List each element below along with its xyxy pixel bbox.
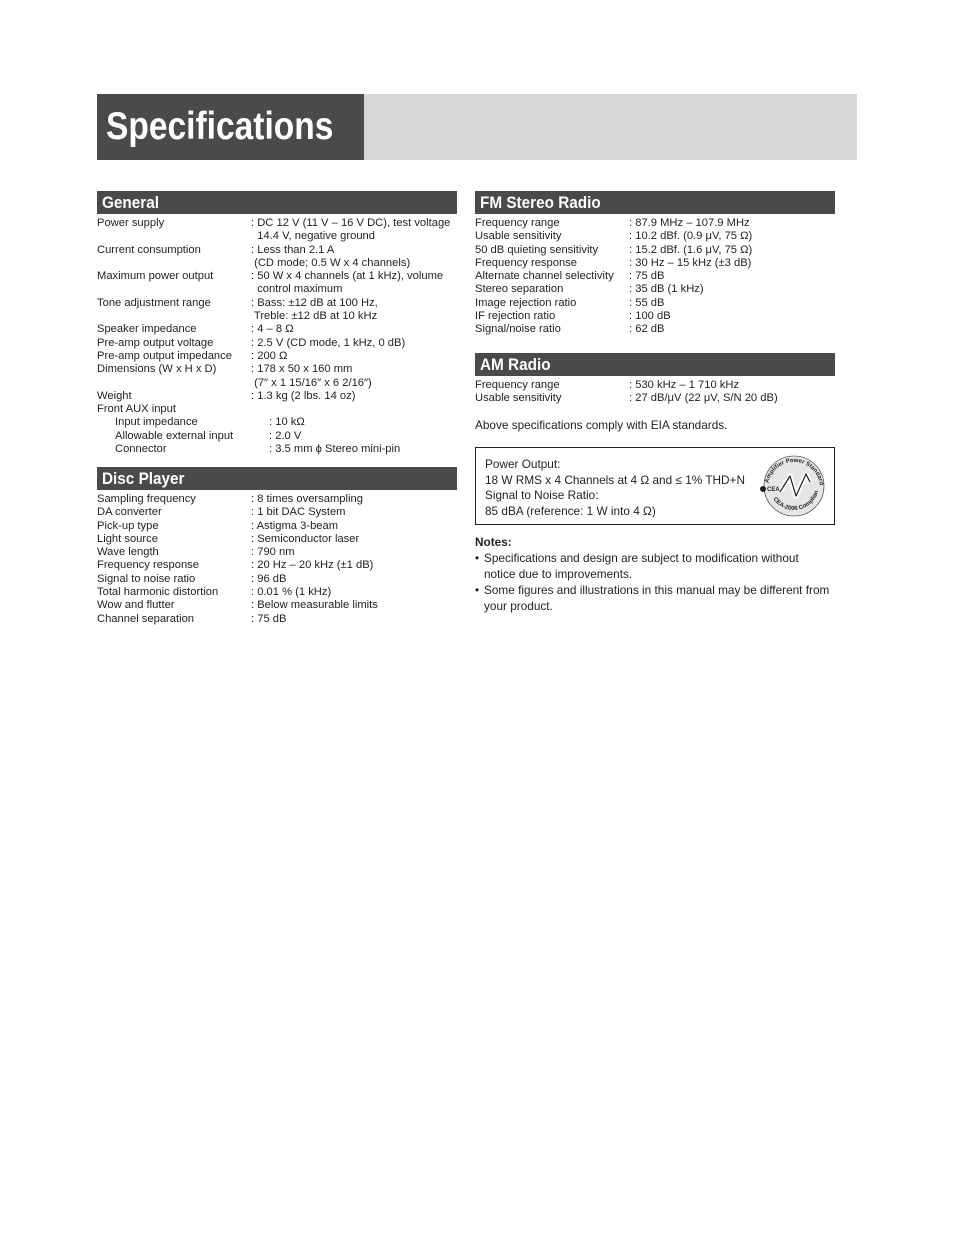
spec-value (251, 586, 457, 599)
spec-value-line: : 790 nm (251, 546, 295, 559)
spec-value-line: : 20 Hz – 20 kHz (±1 dB) (251, 559, 374, 572)
spec-value (251, 270, 457, 297)
spec-row (97, 493, 457, 506)
spec-value-line: : 87.9 MHz – 107.9 MHz (629, 217, 750, 229)
spec-value-line: : 96 dB (251, 572, 287, 585)
spec-row (97, 586, 457, 599)
spec-label: Alternate channel selectivity (475, 270, 614, 283)
note-text-line: your product. (484, 599, 553, 613)
cea-compliance-logo (756, 452, 828, 520)
spec-value-line: 14.4 V, negative ground (251, 230, 375, 243)
spec-value (251, 573, 457, 586)
power-output-text (485, 457, 745, 519)
power-output-box (475, 447, 835, 525)
spec-value (251, 244, 457, 271)
notes-block (475, 534, 837, 614)
spec-value (629, 270, 835, 283)
spec-value (251, 217, 457, 244)
spec-label: Total harmonic distortion (97, 586, 219, 599)
spec-value (269, 416, 457, 429)
section-heading-fm-radio: FM Stereo Radio (475, 191, 835, 214)
spec-label: Maximum power output (97, 270, 214, 283)
spec-value-line: : Below measurable limits (251, 599, 378, 612)
spec-label: Wow and flutter (97, 599, 175, 612)
spec-value-line: : 4 – 8 Ω (251, 323, 294, 336)
spec-label: Dimensions (W x H x D) (97, 363, 217, 376)
spec-value-line: : 1 bit DAC System (251, 506, 346, 519)
spec-value (269, 430, 457, 443)
spec-label: DA converter (97, 506, 162, 519)
spec-value-line: : 100 dB (629, 310, 671, 323)
spec-value (251, 390, 457, 403)
spec-row (97, 350, 457, 363)
spec-value-line: : 27 dB/μV (22 μV, S/N 20 dB) (629, 392, 778, 405)
spec-row (475, 217, 835, 230)
spec-value-line: : 1.3 kg (2 lbs. 14 oz) (251, 389, 356, 402)
spec-label: Speaker impedance (97, 323, 197, 336)
spec-row (97, 506, 457, 519)
svg-text:Amplifier Power Standard: Amplifier Power Standard (764, 457, 824, 486)
spec-label: Sampling frequency (97, 493, 196, 505)
spec-row (97, 430, 457, 443)
spec-row (97, 546, 457, 559)
spec-label: Input impedance (115, 416, 198, 429)
spec-value (251, 493, 457, 506)
spec-value-line: : 15.2 dBf. (1.6 μV, 75 Ω) (629, 243, 753, 256)
spec-value-line: : 10 kΩ (269, 416, 305, 429)
spec-value-line: : Semiconductor laser (251, 532, 360, 545)
spec-value (629, 257, 835, 270)
spec-row (97, 363, 457, 390)
spec-value (629, 379, 835, 392)
spec-value (251, 506, 457, 519)
spec-value (251, 403, 457, 416)
section-heading-am-radio: AM Radio (475, 353, 835, 376)
svg-text:CEA-2006 Compliant: CEA-2006 Complian (771, 489, 821, 513)
snr-value: 85 dBA (reference: 1 W into 4 Ω) (485, 503, 656, 518)
spec-row (475, 257, 835, 270)
spec-label: Frequency range (475, 217, 560, 229)
note-text-line: notice due to improvements. (484, 567, 633, 581)
spec-list-am-radio (475, 379, 835, 406)
svg-text:CEA: CEA (767, 487, 780, 493)
power-output-value: 18 W RMS x 4 Channels at 4 Ω and ≤ 1% THD+N (485, 472, 745, 487)
spec-value (251, 337, 457, 350)
spec-value (629, 217, 835, 230)
spec-row (475, 379, 835, 392)
spec-label: Frequency response (475, 256, 577, 269)
spec-label: Channel separation (97, 612, 195, 625)
spec-value (251, 520, 457, 533)
spec-value-line: : 0.01 % (1 kHz) (251, 586, 332, 599)
spec-label: Pre-amp output impedance (97, 349, 232, 362)
spec-value (629, 392, 835, 405)
spec-row (97, 403, 457, 416)
compliance-statement: Above specifications comply with EIA standards. (475, 418, 728, 432)
spec-value-line: : 200 Ω (251, 349, 288, 362)
spec-label: Current consumption (97, 243, 201, 256)
spec-list-general (97, 217, 457, 456)
note-text-line: Some figures and illustrations in this manual may be different from (484, 583, 830, 597)
spec-row (97, 244, 457, 271)
spec-row (475, 283, 835, 296)
spec-label: Front AUX input (97, 403, 176, 416)
spec-label: Wave length (97, 546, 159, 559)
spec-label: Power supply (97, 217, 165, 229)
spec-row (475, 323, 835, 336)
bullet-icon: • (475, 583, 480, 597)
spec-value-line: control maximum (251, 283, 343, 296)
spec-value-line: : 2.0 V (269, 429, 302, 442)
spec-value-line: Treble: ±12 dB at 10 kHz (251, 310, 378, 323)
spec-label: Pick-up type (97, 519, 159, 532)
title-box (97, 94, 364, 160)
spec-value-line: : 530 kHz – 1 710 kHz (629, 379, 740, 391)
spec-label: Image rejection ratio (475, 296, 577, 309)
power-output-label: Power Output: (485, 457, 561, 471)
spec-value-line: (CD mode; 0.5 W x 4 channels) (251, 256, 411, 269)
spec-row (97, 390, 457, 403)
spec-value-line: : 55 dB (629, 296, 665, 309)
spec-row (97, 297, 457, 324)
spec-value (629, 283, 835, 296)
spec-label: Signal/noise ratio (475, 323, 561, 336)
spec-row (97, 443, 457, 456)
spec-value-line: : DC 12 V (11 V – 16 V DC), test voltage (251, 217, 451, 229)
spec-label: Usable sensitivity (475, 392, 562, 405)
spec-row (475, 270, 835, 283)
page-title: Specifications (106, 105, 334, 148)
spec-value (629, 244, 835, 257)
spec-row (475, 297, 835, 310)
spec-value-line: : 75 dB (251, 612, 287, 625)
spec-value (251, 559, 457, 572)
bullet-icon: • (475, 551, 480, 565)
spec-value-line: : 62 dB (629, 323, 665, 336)
spec-value-line: : Less than 2.1 A (251, 243, 335, 256)
spec-row (475, 244, 835, 257)
spec-label: Weight (97, 389, 132, 402)
spec-value-line: : 75 dB (629, 270, 665, 283)
spec-row (97, 599, 457, 612)
spec-row (97, 270, 457, 297)
spec-row (97, 337, 457, 350)
spec-value (629, 323, 835, 336)
spec-value (251, 350, 457, 363)
spec-value (251, 323, 457, 336)
spec-label: Tone adjustment range (97, 296, 211, 309)
snr-label: Signal to Noise Ratio: (485, 488, 599, 503)
spec-value-line: : 10.2 dBf. (0.9 μV, 75 Ω) (629, 230, 753, 243)
spec-value (251, 546, 457, 559)
spec-value-line: : 50 W x 4 channels (at 1 kHz), volume (251, 270, 444, 283)
spec-value (251, 297, 457, 324)
spec-value-line: : 178 x 50 x 160 mm (251, 363, 353, 376)
note-item (475, 550, 837, 582)
spec-list-fm-radio (475, 217, 835, 337)
spec-label: Signal to noise ratio (97, 572, 196, 585)
spec-value-line: : Astigma 3-beam (251, 519, 339, 532)
spec-row (97, 217, 457, 244)
notes-title: Notes: (475, 535, 512, 549)
spec-label: Light source (97, 532, 158, 545)
spec-value-line: : 3.5 mm ϕ Stereo mini-pin (269, 443, 401, 456)
spec-row (475, 310, 835, 323)
spec-label: Connector (115, 443, 167, 456)
spec-row (97, 573, 457, 586)
general-section (97, 191, 457, 456)
spec-value (629, 230, 835, 243)
spec-value (251, 363, 457, 390)
spec-row (97, 520, 457, 533)
spec-row (475, 392, 835, 405)
spec-value-line: : 8 times oversampling (251, 493, 363, 505)
section-heading-general: General (97, 191, 457, 214)
spec-value (251, 533, 457, 546)
spec-label: Stereo separation (475, 283, 564, 296)
spec-label: Frequency response (97, 559, 199, 572)
fm-radio-section (475, 191, 835, 337)
spec-label: Frequency range (475, 379, 560, 391)
spec-row (97, 323, 457, 336)
spec-value (629, 310, 835, 323)
title-band (97, 94, 857, 160)
spec-row (475, 230, 835, 243)
am-radio-section (475, 353, 835, 406)
spec-label: Usable sensitivity (475, 230, 562, 243)
spec-label: IF rejection ratio (475, 310, 556, 323)
spec-value (629, 297, 835, 310)
spec-row (97, 613, 457, 626)
spec-list-disc-player (97, 493, 457, 626)
spec-value-line: : 2.5 V (CD mode, 1 kHz, 0 dB) (251, 336, 406, 349)
spec-value (251, 599, 457, 612)
spec-row (97, 533, 457, 546)
spec-row (97, 416, 457, 429)
spec-value-line: : Bass: ±12 dB at 100 Hz, (251, 296, 378, 309)
note-text-line: Specifications and design are subject to modification without (484, 551, 799, 565)
spec-label: Pre-amp output voltage (97, 336, 214, 349)
spec-row (97, 559, 457, 572)
spec-value (269, 443, 457, 456)
spec-value-line: (7″ x 1 15/16″ x 6 2/16″) (251, 376, 372, 389)
section-heading-disc-player: Disc Player (97, 467, 457, 490)
disc-player-section (97, 467, 457, 626)
spec-value-line: : 30 Hz – 15 kHz (±3 dB) (629, 256, 752, 269)
spec-label: 50 dB quieting sensitivity (475, 243, 599, 256)
note-item (475, 582, 837, 614)
spec-value-line: : 35 dB (1 kHz) (629, 283, 704, 296)
spec-value (251, 613, 457, 626)
spec-label: Allowable external input (115, 429, 234, 442)
